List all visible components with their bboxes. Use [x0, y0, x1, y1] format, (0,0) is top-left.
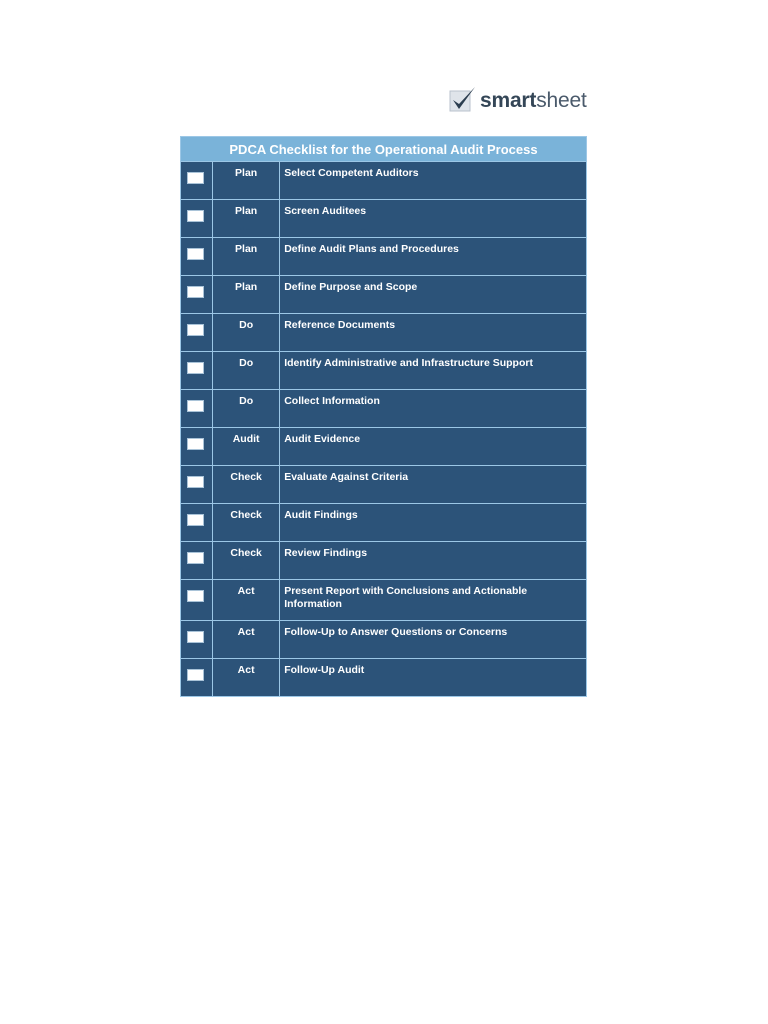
- checklist-row: [181, 200, 587, 238]
- checkbox-cell: [181, 466, 213, 504]
- phase-label: Do: [239, 395, 254, 407]
- phase-label: Check: [230, 509, 262, 521]
- checkbox-cell: [181, 580, 213, 621]
- task-label: Review Findings: [284, 547, 368, 559]
- task-label: Follow-Up to Answer Questions or Concerns: [284, 626, 508, 638]
- task-label: Define Purpose and Scope: [284, 281, 418, 293]
- phase-label: Act: [237, 585, 255, 597]
- phase-label: Act: [237, 664, 255, 676]
- task-cell: [280, 238, 587, 276]
- checkbox-cell: [181, 504, 213, 542]
- checklist-row: [181, 162, 587, 200]
- phase-cell: [213, 428, 280, 466]
- task-label: Collect Information: [284, 395, 380, 407]
- checklist-row: [181, 314, 587, 352]
- checklist-row: [181, 504, 587, 542]
- checkbox-cell: [181, 621, 213, 659]
- task-checkbox[interactable]: [187, 400, 204, 412]
- task-cell: [280, 162, 587, 200]
- task-checkbox[interactable]: [187, 476, 204, 488]
- phase-cell: [213, 162, 280, 200]
- checklist-row: [181, 466, 587, 504]
- checklist-row: [181, 428, 587, 466]
- checklist-row: [181, 542, 587, 580]
- task-checkbox[interactable]: [187, 210, 204, 222]
- phase-label: Audit: [232, 433, 260, 445]
- task-label: Audit Findings: [284, 509, 358, 521]
- checklist-row: [181, 621, 587, 659]
- task-label: Present Report with Conclusions and Actionable Information: [284, 585, 528, 610]
- task-cell: [280, 390, 587, 428]
- phase-cell: [213, 542, 280, 580]
- phase-cell: [213, 314, 280, 352]
- checkbox-cell: [181, 659, 213, 697]
- task-cell: [280, 276, 587, 314]
- task-checkbox[interactable]: [187, 286, 204, 298]
- checkbox-cell: [181, 428, 213, 466]
- phase-label: Plan: [235, 205, 258, 217]
- task-cell: [280, 352, 587, 390]
- phase-cell: [213, 276, 280, 314]
- task-cell: [280, 428, 587, 466]
- task-cell: [280, 314, 587, 352]
- phase-cell: [213, 621, 280, 659]
- checklist-row: [181, 390, 587, 428]
- phase-label: Check: [230, 547, 262, 559]
- logo-wordmark-light: sheet: [536, 89, 587, 112]
- task-cell: [280, 466, 587, 504]
- task-cell: [280, 542, 587, 580]
- phase-cell: [213, 200, 280, 238]
- pdca-checklist-table: [180, 136, 587, 697]
- phase-cell: [213, 504, 280, 542]
- checkbox-cell: [181, 162, 213, 200]
- task-label: Audit Evidence: [284, 433, 361, 445]
- checklist-row: [181, 580, 587, 621]
- logo-wordmark-strong: smart: [480, 89, 537, 112]
- checkbox-cell: [181, 352, 213, 390]
- task-cell: [280, 200, 587, 238]
- phase-cell: [213, 238, 280, 276]
- task-label: Identify Administrative and Infrastructure Support: [284, 357, 533, 369]
- task-label: Evaluate Against Criteria: [284, 471, 409, 483]
- task-checkbox[interactable]: [187, 438, 204, 450]
- checklist-row: [181, 238, 587, 276]
- phase-label: Act: [237, 626, 255, 638]
- smartsheet-logo: [448, 84, 587, 116]
- checkbox-cell: [181, 276, 213, 314]
- logo-wordmark: [480, 89, 587, 111]
- task-label: Select Competent Auditors: [284, 167, 419, 179]
- task-label: Reference Documents: [284, 319, 396, 331]
- phase-label: Plan: [235, 167, 258, 179]
- task-label: Follow-Up Audit: [284, 664, 365, 676]
- phase-label: Plan: [235, 243, 258, 255]
- checklist-row: [181, 276, 587, 314]
- task-checkbox[interactable]: [187, 324, 204, 336]
- checkmark-logo-icon: [448, 85, 478, 115]
- phase-cell: [213, 390, 280, 428]
- task-cell: [280, 580, 587, 621]
- task-checkbox[interactable]: [187, 669, 204, 681]
- phase-label: Check: [230, 471, 262, 483]
- task-cell: [280, 504, 587, 542]
- task-checkbox[interactable]: [187, 631, 204, 643]
- task-label: Define Audit Plans and Procedures: [284, 243, 459, 255]
- checklist-title: PDCA Checklist for the Operational Audit Process: [181, 137, 587, 162]
- checkbox-cell: [181, 390, 213, 428]
- checklist-body: [181, 162, 587, 697]
- task-checkbox[interactable]: [187, 248, 204, 260]
- task-label: Screen Auditees: [284, 205, 367, 217]
- task-checkbox[interactable]: [187, 552, 204, 564]
- phase-cell: [213, 580, 280, 621]
- checkbox-cell: [181, 314, 213, 352]
- phase-cell: [213, 352, 280, 390]
- checklist-row: [181, 659, 587, 697]
- phase-cell: [213, 659, 280, 697]
- phase-label: Do: [239, 357, 254, 369]
- task-cell: [280, 621, 587, 659]
- phase-label: Do: [239, 319, 254, 331]
- task-checkbox[interactable]: [187, 172, 204, 184]
- phase-label: Plan: [235, 281, 258, 293]
- checkbox-cell: [181, 542, 213, 580]
- task-cell: [280, 659, 587, 697]
- checkbox-cell: [181, 238, 213, 276]
- task-checkbox[interactable]: [187, 514, 204, 526]
- task-checkbox[interactable]: [187, 362, 204, 374]
- phase-cell: [213, 466, 280, 504]
- checklist-row: [181, 352, 587, 390]
- task-checkbox[interactable]: [187, 590, 204, 602]
- checkbox-cell: [181, 200, 213, 238]
